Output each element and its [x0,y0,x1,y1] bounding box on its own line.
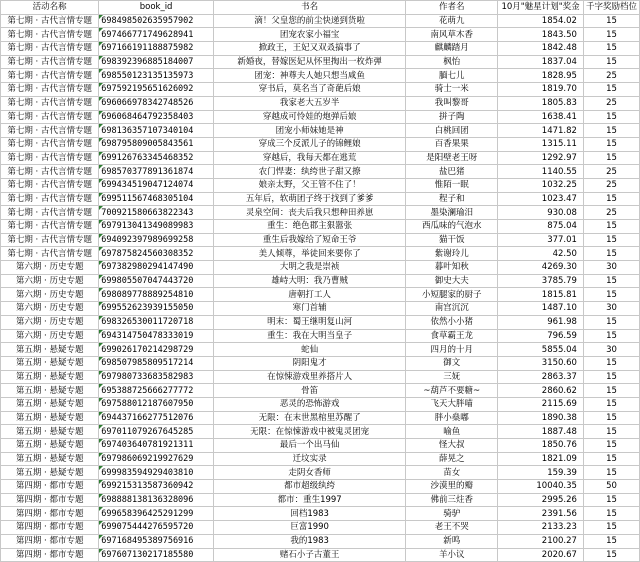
book-id-cell[interactable]: 697607130217185580 [99,548,214,562]
activity-cell[interactable]: 第七期 · 古代言情专题 [1,151,99,165]
book-id-cell[interactable]: 697588012187607950 [99,397,214,411]
bonus-cell[interactable]: 1843.50 [498,28,584,42]
book-id-cell[interactable]: 699215313587360942 [99,480,214,494]
book-id-cell[interactable]: 697913041349089983 [99,220,214,234]
table-row [1,466,640,480]
title-cell[interactable]: 明末：蜀王继明复山河 [213,315,406,329]
tier-cell[interactable]: 15 [583,220,639,234]
bonus-cell[interactable]: 2863.37 [498,370,584,384]
book-id-cell[interactable]: 698570377891361874 [99,165,214,179]
author-cell[interactable]: 四月的十月 [406,343,498,357]
bonus-cell[interactable]: 2860.62 [498,384,584,398]
tier-cell[interactable]: 15 [583,439,639,453]
author-cell[interactable]: 我叫黎哥 [406,96,498,110]
author-cell[interactable]: 紫谢玲儿 [406,247,498,261]
book-id-cell[interactable]: 697875824560308352 [99,247,214,261]
tier-cell[interactable]: 30 [583,302,639,316]
book-id-cell[interactable]: 694092397989699258 [99,233,214,247]
author-cell[interactable]: 暮叶知秋 [406,261,498,275]
title-cell[interactable]: 寒门首辅 [213,302,406,316]
tier-cell[interactable]: 15 [583,315,639,329]
bonus-cell[interactable]: 1487.10 [498,302,584,316]
bonus-cell[interactable]: 961.98 [498,315,584,329]
activity-cell[interactable]: 第五期 · 悬疑专题 [1,356,99,370]
book-id-cell[interactable]: 697168495389756916 [99,534,214,548]
activity-cell[interactable]: 第七期 · 古代言情专题 [1,206,99,220]
table-row [1,534,640,548]
activity-cell[interactable]: 第五期 · 悬疑专题 [1,425,99,439]
table-header [1,1,640,15]
author-cell[interactable]: 猫干饭 [406,233,498,247]
activity-cell[interactable]: 第七期 · 古代言情专题 [1,247,99,261]
title-cell[interactable]: 穿书后，莫名当了奇葩后娘 [213,83,406,97]
activity-cell[interactable]: 第五期 · 悬疑专题 [1,384,99,398]
title-cell[interactable]: 农门悍妻：纨绔世子甜又撩 [213,165,406,179]
title-cell[interactable]: 重生：我在大明当皇子 [213,329,406,343]
book-id-cell[interactable]: 698392396885184007 [99,55,214,69]
tier-cell[interactable]: 15 [583,534,639,548]
tier-cell[interactable]: 15 [583,247,639,261]
title-cell[interactable]: 灵泉空间：丧夫后我只想种田养崽 [213,206,406,220]
author-cell[interactable]: 百香果果 [406,137,498,151]
table-row [1,151,640,165]
book-id-cell[interactable]: 698550123135135973 [99,69,214,83]
table-row [1,274,640,288]
title-cell[interactable]: 我的1983 [213,534,406,548]
bonus-cell[interactable]: 1292.97 [498,151,584,165]
tier-cell[interactable]: 15 [583,55,639,69]
table-row [1,178,640,192]
title-cell[interactable]: 重生：绝色郡主狠嚣张 [213,220,406,234]
bonus-cell[interactable]: 1471.82 [498,124,584,138]
table-row [1,233,640,247]
book-id-cell[interactable]: 694437166277512076 [99,411,214,425]
bonus-cell[interactable]: 1315.11 [498,137,584,151]
tier-cell[interactable]: 15 [583,274,639,288]
activity-cell[interactable]: 第五期 · 悬疑专题 [1,466,99,480]
table-row [1,356,640,370]
table-row [1,411,640,425]
book-id-cell[interactable]: 699983594929403810 [99,466,214,480]
author-cell[interactable]: 御史大夫 [406,274,498,288]
activity-cell[interactable]: 第七期 · 古代言情专题 [1,14,99,28]
title-cell[interactable]: 穿越后，我每天都在逃荒 [213,151,406,165]
table-row [1,315,640,329]
activity-cell[interactable]: 第七期 · 古代言情专题 [1,178,99,192]
title-cell[interactable]: 骨笛 [213,384,406,398]
table-row [1,261,640,275]
book-id-cell[interactable]: 696066978342748526 [99,96,214,110]
column-header-tier[interactable]: 千字奖励档位 [583,1,639,15]
activity-cell[interactable]: 第四期 · 都市专题 [1,548,99,562]
tier-cell[interactable]: 15 [583,384,639,398]
table-row [1,165,640,179]
bonus-cell[interactable]: 1828.95 [498,69,584,83]
title-cell[interactable]: 掀政王，王妃又双叒搞事了 [213,42,406,56]
tier-cell[interactable]: 25 [583,69,639,83]
title-cell[interactable]: 团宠：神尊夫人她只想当咸鱼 [213,69,406,83]
book-id-cell[interactable]: 697011079267645285 [99,425,214,439]
activity-cell[interactable]: 第五期 · 悬疑专题 [1,370,99,384]
bonus-cell[interactable]: 159.39 [498,466,584,480]
title-cell[interactable]: 我家老大五岁半 [213,96,406,110]
bonus-cell[interactable]: 796.59 [498,329,584,343]
book-id-cell[interactable]: 694314750478333019 [99,329,214,343]
tier-cell[interactable]: 15 [583,233,639,247]
tier-cell[interactable]: 15 [583,493,639,507]
title-cell[interactable]: 回档1983 [213,507,406,521]
author-cell[interactable]: 三妩 [406,370,498,384]
book-id-cell[interactable]: 697986069219927629 [99,452,214,466]
author-cell[interactable]: 程子和 [406,192,498,206]
table-row [1,14,640,28]
title-cell[interactable]: 穿成三个反派儿子的锦鲤娘 [213,137,406,151]
book-id-cell[interactable]: 697466771749628941 [99,28,214,42]
title-cell[interactable]: 五年后，软萌团子终于找到了爹爹 [213,192,406,206]
activity-cell[interactable]: 第七期 · 古代言情专题 [1,137,99,151]
title-cell[interactable]: 滴！父皇您的前尘快递到货啦 [213,14,406,28]
title-cell[interactable]: 阴阳鬼才 [213,356,406,370]
author-cell[interactable]: 骑士一米 [406,83,498,97]
table-row [1,329,640,343]
table-row [1,55,640,69]
bonus-cell[interactable]: 2995.26 [498,493,584,507]
bonus-cell[interactable]: 1842.48 [498,42,584,56]
title-cell[interactable]: 在惊悚游戏里养搭片人 [213,370,406,384]
bonus-cell[interactable]: 1140.55 [498,165,584,179]
tier-cell[interactable]: 15 [583,83,639,97]
author-cell[interactable]: 小短腿家的厨子 [406,288,498,302]
author-cell[interactable]: 南宫沉沉 [406,302,498,316]
table-row [1,206,640,220]
tier-cell[interactable]: 15 [583,370,639,384]
title-cell[interactable]: 团宠农家小福宝 [213,28,406,42]
bonus-cell[interactable]: 1805.83 [498,96,584,110]
activity-cell[interactable]: 第六期 · 历史专题 [1,288,99,302]
author-cell[interactable]: 麒麟踏月 [406,42,498,56]
tier-cell[interactable]: 15 [583,507,639,521]
author-cell[interactable]: 羊小议 [406,548,498,562]
bonus-cell[interactable]: 2020.67 [498,548,584,562]
author-cell[interactable]: 西瓜味的气泡水 [406,220,498,234]
table-row [1,480,640,494]
author-cell[interactable]: 盐巴猪 [406,165,498,179]
column-header-activity[interactable]: 活动名称 [1,1,99,15]
book-id-cell[interactable]: 700921580663822343 [99,206,214,220]
activity-cell[interactable]: 第六期 · 历史专题 [1,274,99,288]
activity-cell[interactable]: 第五期 · 悬疑专题 [1,397,99,411]
title-cell[interactable]: 大明之我是崇祯 [213,261,406,275]
column-header-title[interactable]: 书名 [213,1,406,15]
author-cell[interactable]: 南风草木香 [406,28,498,42]
activity-cell[interactable]: 第四期 · 都市专题 [1,480,99,494]
author-cell[interactable]: 薛晃之 [406,452,498,466]
title-cell[interactable]: 巨富1990 [213,521,406,535]
bonus-cell[interactable]: 1890.38 [498,411,584,425]
bonus-cell[interactable]: 1815.81 [498,288,584,302]
bonus-cell[interactable]: 2100.27 [498,534,584,548]
book-id-cell[interactable]: 699552623939155050 [99,302,214,316]
tier-cell[interactable]: 15 [583,397,639,411]
title-cell[interactable]: 都市：重生1997 [213,493,406,507]
table-row [1,302,640,316]
book-id-cell[interactable]: 697592195651626092 [99,83,214,97]
table-row [1,548,640,562]
bonus-cell[interactable]: 1023.47 [498,192,584,206]
book-id-cell[interactable]: 698326530011720718 [99,315,214,329]
bonus-cell[interactable]: 2391.56 [498,507,584,521]
bonus-cell[interactable]: 3785.79 [498,274,584,288]
activity-cell[interactable]: 第七期 · 古代言情专题 [1,124,99,138]
book-id-cell[interactable]: 697403640781921311 [99,439,214,453]
author-cell[interactable]: 食草霸王龙 [406,329,498,343]
author-cell[interactable]: 依然小小猪 [406,315,498,329]
header-row [1,1,640,15]
table-row [1,370,640,384]
activity-cell[interactable]: 第六期 · 历史专题 [1,329,99,343]
bonus-cell[interactable]: 875.04 [498,220,584,234]
activity-cell[interactable]: 第七期 · 古代言情专题 [1,192,99,206]
tier-cell[interactable]: 15 [583,521,639,535]
tier-cell[interactable]: 25 [583,206,639,220]
book-id-cell[interactable]: 699805507047443720 [99,274,214,288]
author-cell[interactable]: 是阳壁老王呀 [406,151,498,165]
tier-cell[interactable]: 15 [583,110,639,124]
table-row [1,110,640,124]
book-id-cell[interactable]: 698888138136328096 [99,493,214,507]
title-cell[interactable]: 美人倾尊，举徒回来要你了 [213,247,406,261]
title-cell[interactable]: 无限：在惊悚游戏中被鬼灵团宠 [213,425,406,439]
bonus-cell[interactable]: 1821.09 [498,452,584,466]
activity-cell[interactable]: 第六期 · 历史专题 [1,261,99,275]
bonus-cell[interactable]: 5855.04 [498,343,584,357]
book-id-cell[interactable]: 698089778889254810 [99,288,214,302]
tier-cell[interactable]: 15 [583,14,639,28]
activity-cell[interactable]: 第七期 · 古代言情专题 [1,83,99,97]
tier-cell[interactable]: 15 [583,329,639,343]
author-cell[interactable]: 墨染澜瑜汨 [406,206,498,220]
author-cell[interactable]: 拼子陶 [406,110,498,124]
activity-cell[interactable]: 第五期 · 悬疑专题 [1,343,99,357]
author-cell[interactable]: 腼七儿 [406,69,498,83]
table-row [1,439,640,453]
title-cell[interactable]: 唐朝打工人 [213,288,406,302]
bonus-cell[interactable]: 10040.35 [498,480,584,494]
table-row [1,507,640,521]
table-row [1,69,640,83]
author-cell[interactable]: 骑驴 [406,507,498,521]
author-cell[interactable]: 飞天大胖喵 [406,397,498,411]
book-id-cell[interactable]: 697382980294147490 [99,261,214,275]
bonus-cell[interactable]: 4269.30 [498,261,584,275]
tier-cell[interactable]: 25 [583,165,639,179]
author-cell[interactable]: 惟陌一眠 [406,178,498,192]
author-cell[interactable]: 花萌九 [406,14,498,28]
book-id-cell[interactable]: 697980733683582983 [99,370,214,384]
tier-cell[interactable]: 15 [583,288,639,302]
author-cell[interactable]: 老王不哭 [406,521,498,535]
bonus-cell[interactable]: 1837.04 [498,55,584,69]
activity-cell[interactable]: 第七期 · 古代言情专题 [1,165,99,179]
title-cell[interactable]: 雄峙大明：我乃曹贼 [213,274,406,288]
title-cell[interactable]: 走阴女香师 [213,466,406,480]
author-cell[interactable]: 沙漠里的瓣 [406,480,498,494]
author-cell[interactable]: 白桃回团 [406,124,498,138]
bonus-cell[interactable]: 2115.69 [498,397,584,411]
author-cell[interactable]: 新鸣 [406,534,498,548]
tier-cell[interactable]: 15 [583,124,639,138]
activity-cell[interactable]: 第七期 · 古代言情专题 [1,28,99,42]
author-cell[interactable]: 怪大叔 [406,439,498,453]
title-cell[interactable]: 团宠小师妹她是神 [213,124,406,138]
tier-cell[interactable]: 50 [583,480,639,494]
tier-cell[interactable]: 25 [583,96,639,110]
column-header-book-id[interactable]: book_id [99,1,214,15]
activity-cell[interactable]: 第七期 · 古代言情专题 [1,69,99,83]
book-id-cell[interactable]: 698498502635957902 [99,14,214,28]
tier-cell[interactable]: 15 [583,42,639,56]
book-id-cell[interactable]: 699434519047124074 [99,178,214,192]
bonus-cell[interactable]: 1638.41 [498,110,584,124]
tier-cell[interactable]: 15 [583,192,639,206]
activity-cell[interactable]: 第五期 · 悬疑专题 [1,452,99,466]
book-id-cell[interactable]: 698507985809517214 [99,356,214,370]
bonus-cell[interactable]: 1032.25 [498,178,584,192]
tier-cell[interactable]: 15 [583,452,639,466]
book-id-cell[interactable]: 699026170214298729 [99,343,214,357]
title-cell[interactable]: 无限：在末世黑棺里苏醒了 [213,411,406,425]
table-row [1,96,640,110]
activity-cell[interactable]: 第七期 · 古代言情专题 [1,220,99,234]
book-id-cell[interactable]: 696068464792358403 [99,110,214,124]
title-cell[interactable]: 蛇仙 [213,343,406,357]
tier-cell[interactable]: 15 [583,411,639,425]
column-header-bonus[interactable]: 10月"魅星计划"奖金 [498,1,584,15]
activity-cell[interactable]: 第六期 · 历史专题 [1,315,99,329]
book-id-cell[interactable]: 698136357107340104 [99,124,214,138]
activity-cell[interactable]: 第七期 · 古代言情专题 [1,42,99,56]
author-cell[interactable]: 佛前三炷香 [406,493,498,507]
table-row [1,384,640,398]
activity-cell[interactable]: 第七期 · 古代言情专题 [1,55,99,69]
tier-cell[interactable]: 15 [583,466,639,480]
table-row [1,493,640,507]
table-row [1,42,640,56]
tier-cell[interactable]: 15 [583,151,639,165]
table-row [1,452,640,466]
bonus-cell[interactable]: 1819.70 [498,83,584,97]
bonus-cell[interactable]: 1887.48 [498,425,584,439]
table-row [1,288,640,302]
tier-cell[interactable]: 15 [583,425,639,439]
table-row [1,425,640,439]
title-cell[interactable]: 迁坟实录 [213,452,406,466]
table-row [1,83,640,97]
bonus-cell[interactable]: 930.08 [498,206,584,220]
tier-cell[interactable]: 15 [583,548,639,562]
tier-cell[interactable]: 30 [583,343,639,357]
book-id-cell[interactable]: 699511567468305104 [99,192,214,206]
title-cell[interactable]: 恶灵的恐怖游戏 [213,397,406,411]
tier-cell[interactable]: 15 [583,356,639,370]
book-id-cell[interactable]: 695388725666277772 [99,384,214,398]
title-cell[interactable]: 重生后我嫁给了短命王爷 [213,233,406,247]
table-body [1,14,640,562]
activity-cell[interactable]: 第五期 · 悬疑专题 [1,439,99,453]
column-header-author[interactable]: 作者名 [406,1,498,15]
author-cell[interactable]: 御文 [406,356,498,370]
book-id-cell[interactable]: 698795809005843561 [99,137,214,151]
table-row [1,247,640,261]
activity-cell[interactable]: 第四期 · 都市专题 [1,493,99,507]
activity-cell[interactable]: 第七期 · 古代言情专题 [1,233,99,247]
title-cell[interactable]: 都市超级纨绔 [213,480,406,494]
author-cell[interactable]: ~葫芦不要糖~ [406,384,498,398]
bonus-cell[interactable]: 377.01 [498,233,584,247]
activity-cell[interactable]: 第六期 · 历史专题 [1,302,99,316]
book-id-cell[interactable]: 697166191188875982 [99,42,214,56]
bonus-cell[interactable]: 2133.23 [498,521,584,535]
title-cell[interactable]: 最后一个出马仙 [213,439,406,453]
tier-cell[interactable]: 15 [583,28,639,42]
bonus-cell[interactable]: 3150.60 [498,356,584,370]
table-row [1,192,640,206]
tier-cell[interactable]: 25 [583,178,639,192]
table-row [1,397,640,411]
title-cell[interactable]: 赌石小子古董王 [213,548,406,562]
bonus-cell[interactable]: 42.50 [498,247,584,261]
activity-cell[interactable]: 第五期 · 悬疑专题 [1,411,99,425]
activity-cell[interactable]: 第七期 · 古代言情专题 [1,110,99,124]
table-row [1,124,640,138]
author-cell[interactable]: 胖小燊嘟 [406,411,498,425]
table-row [1,28,640,42]
title-cell[interactable]: 新婚夜，替嫁医妃从怀里掏出一枚炸弹 [213,55,406,69]
table-row [1,220,640,234]
table-row [1,137,640,151]
activity-cell[interactable]: 第四期 · 都市专题 [1,507,99,521]
activity-cell[interactable]: 第七期 · 古代言情专题 [1,96,99,110]
activity-cell[interactable]: 第四期 · 都市专题 [1,521,99,535]
book-id-cell[interactable]: 699658396425291299 [99,507,214,521]
tier-cell[interactable]: 30 [583,261,639,275]
tier-cell[interactable]: 15 [583,137,639,151]
author-cell[interactable]: 苗女 [406,466,498,480]
table-row [1,343,640,357]
title-cell[interactable]: 穿越成可怜娃的炮弹后娘 [213,110,406,124]
book-id-cell[interactable]: 699075444276595720 [99,521,214,535]
book-id-cell[interactable]: 699126763345468352 [99,151,214,165]
author-cell[interactable]: 喻鱼 [406,425,498,439]
title-cell[interactable]: 娘亲太野，父王管不住了！ [213,178,406,192]
bonus-cell[interactable]: 1854.02 [498,14,584,28]
bonus-cell[interactable]: 1850.76 [498,439,584,453]
activity-cell[interactable]: 第四期 · 都市专题 [1,534,99,548]
author-cell[interactable]: 枫怡 [406,55,498,69]
